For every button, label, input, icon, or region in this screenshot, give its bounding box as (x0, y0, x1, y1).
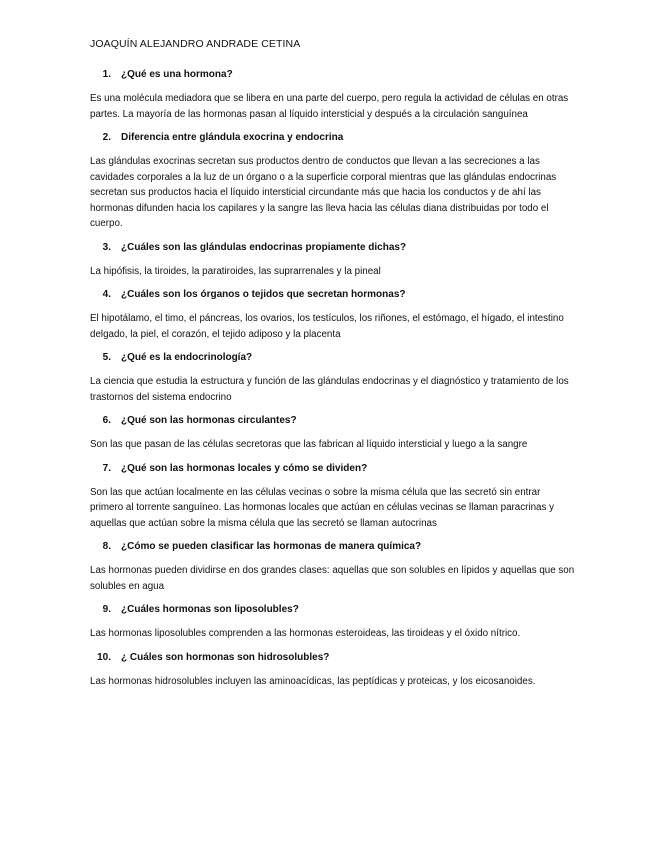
qa-item-3 (90, 241, 575, 280)
author-name: JOAQUÍN ALEJANDRO ANDRADE CETINA (90, 38, 301, 50)
question-number: 3. (102, 241, 111, 253)
question-text: ¿Qué es una hormona? (121, 69, 233, 80)
question-text: Diferencia entre glándula exocrina y endocrina (121, 132, 344, 143)
qa-item-9 (90, 603, 575, 642)
qa-item-5 (90, 351, 575, 405)
answer-text: El hipotálamo, el timo, el páncreas, los ovarios, los testículos, los riñones, el estómago, el hígado, el intestino delgado, la piel, el corazón, el tejido adiposo y la placenta (90, 313, 564, 340)
answer-text: Las hormonas pueden dividirse en dos grandes clases: aquellas que son solubles en lípidos y aquellas que son solubles en agua (90, 565, 575, 592)
qa-item-7 (90, 462, 575, 532)
question-heading (90, 462, 575, 476)
question-text: ¿Cuáles son los órganos o tejidos que secretan hormonas? (121, 289, 406, 300)
qa-item-1 (90, 68, 575, 122)
qa-item-4 (90, 288, 575, 342)
question-number: 2. (102, 132, 111, 143)
answer-text: Las glándulas exocrinas secretan sus productos dentro de conductos que llevan a las secreciones a las cavidades corporales a la luz de un órgano o a la superficie corporal mientras que las glándulas endocrinas secretan sus productos hacia el líquido intersticial circundante más que hacia los conductos y de ahí las hormonas difunden hacia los capilares y la sangre las lleva hacia las células diana distribuidas por todo el cuerpo. (90, 156, 557, 229)
question-number: 9. (102, 604, 111, 615)
question-heading (90, 540, 575, 554)
qa-item-8 (90, 540, 575, 594)
question-text: ¿Cuáles son las glándulas endocrinas propiamente dichas? (121, 241, 407, 253)
question-text: ¿Cuáles hormonas son liposolubles? (121, 604, 299, 615)
question-heading (90, 651, 575, 665)
question-heading (90, 414, 575, 428)
question-text: ¿Qué son las hormonas circulantes? (121, 415, 297, 426)
question-number: 10. (97, 651, 111, 663)
answer-text: Son las que actúan localmente en las células vecinas o sobre la misma célula que las secretó sin entrar primero al torrente sanguíneo. Las hormonas locales que actúan en células vecinas se llaman paracrinas y aquellas que actúan sobre la misma célula que las secretó se llaman autocrinas (90, 486, 554, 529)
qa-item-2 (90, 131, 575, 232)
question-heading (90, 131, 575, 145)
question-text: ¿Qué es la endocrinología? (121, 352, 253, 363)
question-heading (90, 603, 575, 617)
question-text: ¿ Cuáles son hormonas son hidrosolubles? (121, 651, 330, 663)
qa-item-10 (90, 651, 575, 690)
question-heading (90, 288, 575, 302)
question-number: 8. (102, 541, 111, 552)
question-heading (90, 351, 575, 365)
qa-item-6 (90, 414, 575, 453)
answer-text: Son las que pasan de las células secretoras que las fabrican al líquido intersticial y luego a la sangre (90, 439, 528, 450)
question-number: 1. (102, 69, 111, 80)
answer-text: La hipófisis, la tiroides, la paratiroides, las suprarrenales y la pineal (90, 265, 381, 277)
question-number: 5. (102, 352, 111, 363)
question-number: 4. (102, 289, 111, 300)
answer-text: Las hormonas hidrosolubles incluyen las aminoacídicas, las peptídicas y proteicas, y los eicosanoides. (90, 675, 536, 687)
question-number: 6. (102, 415, 111, 426)
question-text: ¿Qué son las hormonas locales y cómo se dividen? (121, 462, 368, 474)
question-heading (90, 241, 575, 255)
question-text: ¿Cómo se pueden clasificar las hormonas de manera química? (121, 541, 422, 552)
question-heading (90, 68, 575, 82)
question-number: 7. (102, 462, 111, 474)
answer-text: La ciencia que estudia la estructura y función de las glándulas endocrinas y el diagnóstico y tratamiento de los trastornos del sistema endocrino (90, 376, 569, 403)
answer-text: Las hormonas liposolubles comprenden a las hormonas esteroideas, las tiroideas y el óxido nítrico. (90, 628, 521, 639)
answer-text: Es una molécula mediadora que se libera en una parte del cuerpo, pero regula la actividad de células en otras partes. La mayoría de las hormonas pasan al líquido intersticial y después a la circulación sanguínea (90, 93, 569, 120)
